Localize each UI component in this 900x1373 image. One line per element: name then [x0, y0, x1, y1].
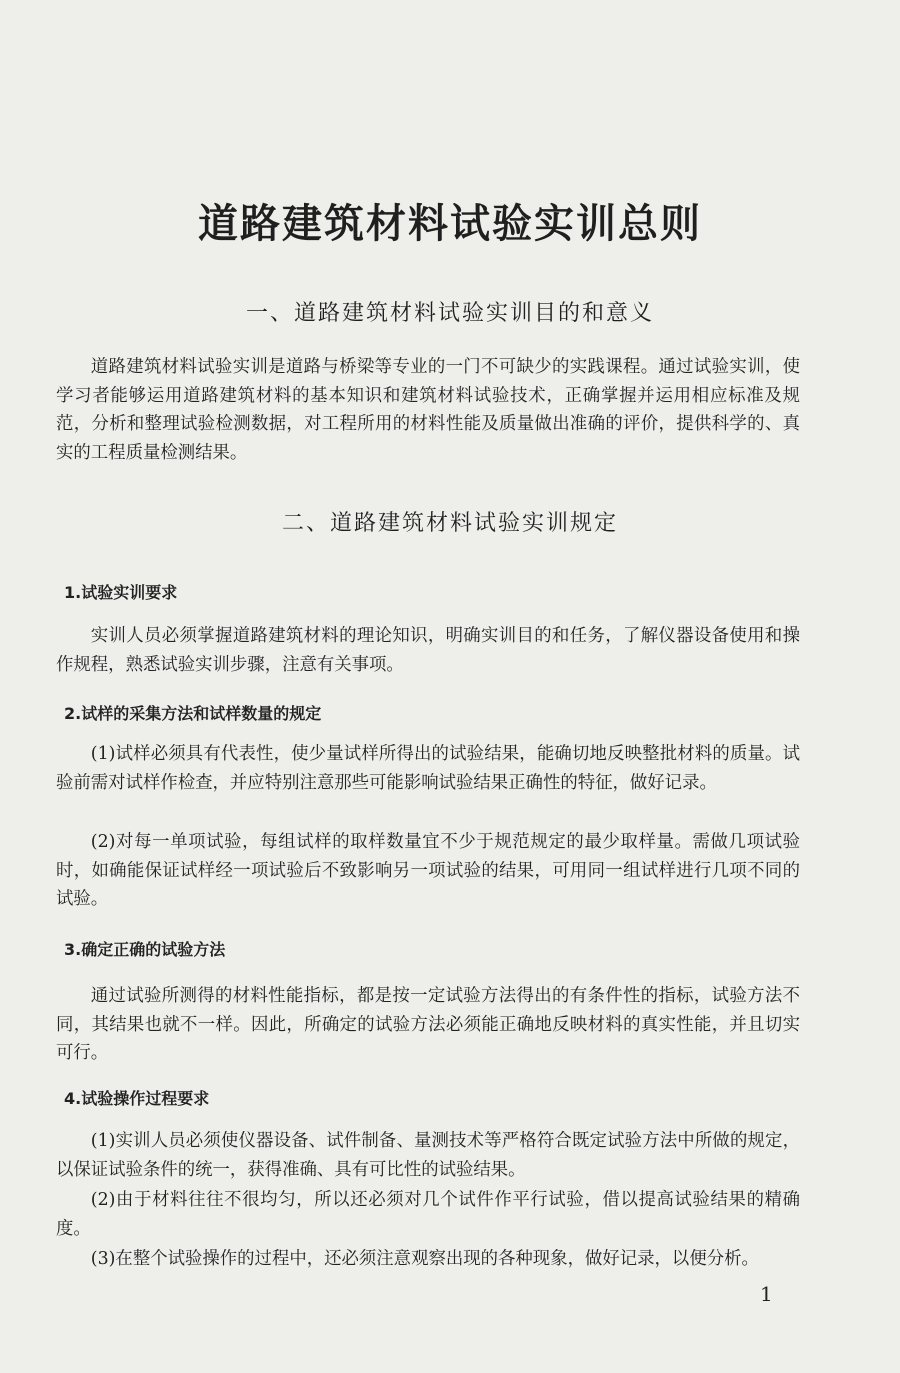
sub4-paragraph-3: (3)在整个试验操作的过程中，还必须注意观察出现的各种现象，做好记录，以便分析。: [90, 1249, 759, 1269]
sub1-heading: 1.试验实训要求: [64, 583, 178, 602]
page-title: 道路建筑材料试验实训总则: [198, 200, 702, 247]
section1-paragraph: 道路建筑材料试验实训是道路与桥梁等专业的一门不可缺少的实践课程。通过试验实训，使学习者能够运用道路建筑材料的基本知识和建筑材料试验技术，正确掌握并运用相应标准及规范，分析和整理试验检测数据，对工程所用的材料性能及质量做出准确的评价，提供科学的、真实的工程质量检测结果。: [56, 357, 800, 463]
sub4-paragraph-1: (1)实训人员必须使仪器设备、试件制备、量测技术等严格符合既定试验方法中所做的规定，以保证试验条件的统一，获得准确、具有可比性的试验结果。: [56, 1131, 800, 1180]
sub3-heading: 3.确定正确的试验方法: [64, 940, 226, 959]
sub2-paragraph-2: (2)对每一单项试验，每组试样的取样数量宜不少于规范规定的最少取样量。需做几项试验时，如确能保证试样经一项试验后不致影响另一项试验的结果，可用同一组试样进行几项不同的试验。: [56, 832, 800, 909]
sub2-paragraph-1: (1)试样必须具有代表性，使少量试样所得出的试验结果，能确切地反映整批材料的质量。试验前需对试样作检查，并应特别注意那些可能影响试验结果正确性的特征，做好记录。: [56, 744, 800, 793]
sub1-paragraph-1: 实训人员必须掌握道路建筑材料的理论知识，明确实训目的和任务，了解仪器设备使用和操作规程，熟悉试验实训步骤，注意有关事项。: [56, 626, 800, 675]
page-number: 1: [760, 1282, 773, 1306]
sub4-paragraph-2: (2)由于材料往往不很均匀，所以还必须对几个试件作平行试验，借以提高试验结果的精确度。: [56, 1190, 800, 1239]
sub4-heading: 4.试验操作过程要求: [64, 1089, 210, 1108]
section1-heading: 一、道路建筑材料试验实训目的和意义: [245, 301, 654, 326]
sub3-paragraph-1: 通过试验所测得的材料性能指标，都是按一定试验方法得出的有条件性的指标，试验方法不同，其结果也就不一样。因此，所确定的试验方法必须能正确地反映材料的真实性能，并且切实可行。: [56, 986, 800, 1063]
sub2-heading: 2.试样的采集方法和试样数量的规定: [64, 704, 322, 723]
section2-heading: 二、道路建筑材料试验实训规定: [281, 511, 618, 536]
